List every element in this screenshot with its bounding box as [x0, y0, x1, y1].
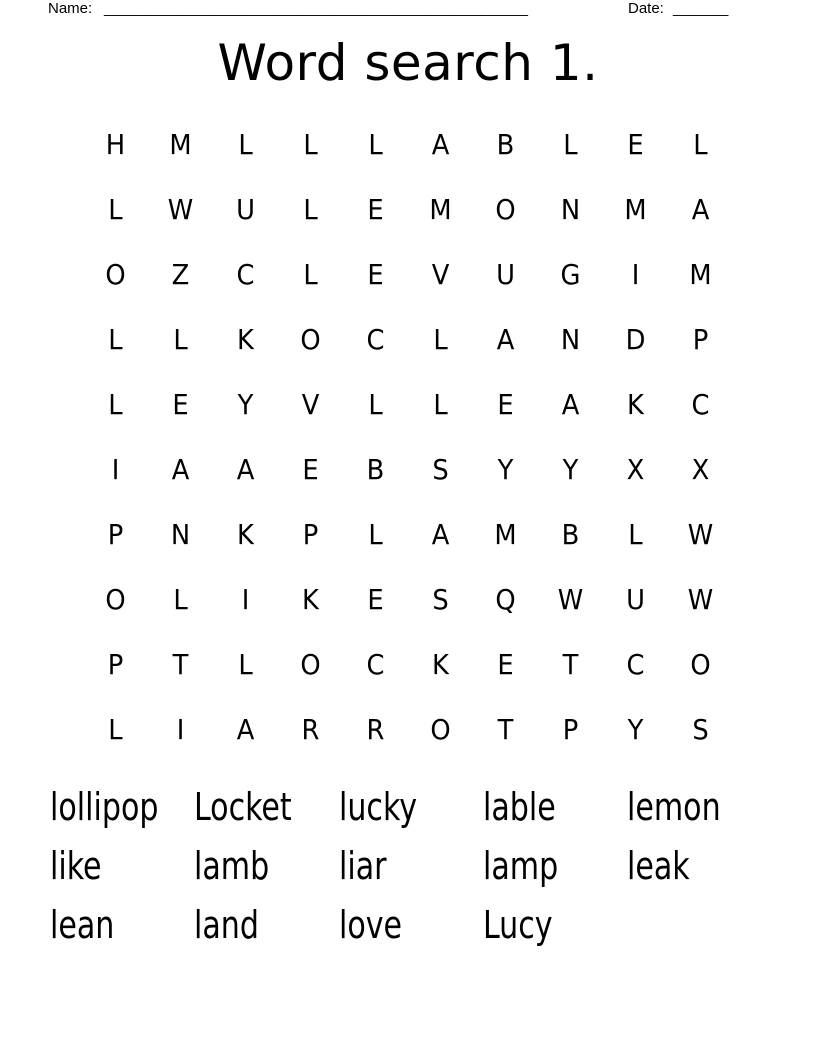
word-list [50, 778, 770, 955]
grid-letter: U [236, 193, 255, 226]
grid-letter: P [562, 713, 579, 746]
grid-letter: L [238, 648, 253, 681]
word-list-item: land [194, 903, 259, 947]
grid-letter: E [367, 258, 384, 291]
letter-grid [83, 112, 733, 762]
grid-letter: E [367, 193, 384, 226]
word-list-item: Lucy [483, 903, 553, 947]
grid-letter: U [496, 258, 515, 291]
grid-letter: G [560, 258, 581, 291]
grid-letter: C [691, 388, 710, 421]
word-list-item: lamb [194, 844, 270, 888]
grid-letter: S [432, 583, 449, 616]
word-list-item: lean [50, 903, 115, 947]
grid-letter: O [105, 258, 126, 291]
name-date-header [48, 0, 748, 20]
grid-letter: M [689, 258, 712, 291]
grid-letter: L [433, 323, 448, 356]
word-list-item: leak [627, 844, 690, 888]
grid-letter: A [561, 388, 580, 421]
grid-letter: E [367, 583, 384, 616]
grid-letter: O [105, 583, 126, 616]
grid-letter: L [433, 388, 448, 421]
grid-letter: C [366, 323, 385, 356]
grid-letter: P [107, 648, 124, 681]
grid-letter: M [494, 518, 517, 551]
grid-letter: L [238, 128, 253, 161]
grid-letter: O [495, 193, 516, 226]
grid-letter: T [497, 713, 514, 746]
grid-letter: A [431, 518, 450, 551]
grid-letter: W [167, 193, 194, 226]
grid-letter: L [693, 128, 708, 161]
grid-letter: O [690, 648, 711, 681]
word-list-item: lable [483, 785, 556, 829]
grid-letter: E [302, 453, 319, 486]
grid-letter: Y [237, 388, 254, 421]
grid-letter: Y [497, 453, 514, 486]
grid-letter: A [171, 453, 190, 486]
word-list-item: lucky [339, 785, 418, 829]
grid-letter: O [300, 323, 321, 356]
grid-letter: K [237, 323, 254, 356]
name-blank-line: ______________________________________________________ [104, 0, 528, 17]
grid-letter: D [625, 323, 646, 356]
grid-letter: P [302, 518, 319, 551]
grid-letter: V [431, 258, 450, 291]
grid-letter: L [368, 518, 383, 551]
grid-letter: L [303, 193, 318, 226]
grid-letter: E [627, 128, 644, 161]
word-list-item: liar [339, 844, 387, 888]
grid-letter: L [563, 128, 578, 161]
grid-letter: A [236, 453, 255, 486]
grid-letter: L [173, 323, 188, 356]
grid-letter: U [626, 583, 645, 616]
grid-letter: C [626, 648, 645, 681]
grid-letter: B [366, 453, 385, 486]
grid-letter: Y [562, 453, 579, 486]
grid-letter: M [429, 193, 452, 226]
grid-letter: B [496, 128, 515, 161]
grid-letter: E [497, 648, 514, 681]
grid-letter: A [236, 713, 255, 746]
page-title: Word search 1. [217, 34, 599, 92]
grid-letter: A [431, 128, 450, 161]
grid-letter: V [301, 388, 320, 421]
grid-letter: L [108, 323, 123, 356]
date-label: Date: [628, 0, 664, 17]
grid-letter: E [497, 388, 514, 421]
grid-letter: S [432, 453, 449, 486]
grid-letter: R [301, 713, 320, 746]
grid-letter: X [691, 453, 710, 486]
word-list-item: lemon [627, 785, 721, 829]
grid-letter: Y [627, 713, 644, 746]
grid-letter: O [300, 648, 321, 681]
grid-letter: L [108, 388, 123, 421]
grid-letter: L [108, 713, 123, 746]
word-list-item: love [339, 903, 403, 947]
grid-letter: L [173, 583, 188, 616]
grid-letter: L [303, 258, 318, 291]
grid-letter: P [107, 518, 124, 551]
grid-letter: T [172, 648, 189, 681]
grid-letter: A [691, 193, 710, 226]
grid-letter: L [628, 518, 643, 551]
grid-letter: I [111, 453, 120, 486]
grid-letter: R [366, 713, 385, 746]
grid-letter: Z [171, 258, 190, 291]
grid-letter: L [108, 193, 123, 226]
grid-letter: M [624, 193, 647, 226]
grid-letter: I [176, 713, 185, 746]
grid-letter: I [631, 258, 640, 291]
grid-letter: S [692, 713, 709, 746]
name-label: Name: [48, 0, 93, 17]
grid-letter: W [557, 583, 584, 616]
grid-letter: H [105, 128, 126, 161]
grid-letter: E [172, 388, 189, 421]
grid-letter: K [237, 518, 254, 551]
grid-letter: K [302, 583, 319, 616]
word-list-item: like [50, 844, 102, 888]
date-blank-line: _______ [673, 0, 728, 17]
grid-letter: Q [495, 583, 516, 616]
grid-letter: B [561, 518, 580, 551]
grid-letter: O [430, 713, 451, 746]
grid-letter: P [692, 323, 709, 356]
grid-letter: L [303, 128, 318, 161]
word-list-item: Locket [194, 785, 292, 829]
grid-letter: A [496, 323, 515, 356]
grid-letter: C [236, 258, 255, 291]
grid-letter: I [241, 583, 250, 616]
grid-letter: K [432, 648, 449, 681]
grid-letter: M [169, 128, 192, 161]
grid-letter: X [626, 453, 645, 486]
word-list-item: lollipop [50, 785, 159, 829]
grid-letter: T [562, 648, 579, 681]
grid-letter: C [366, 648, 385, 681]
word-list-item: lamp [483, 844, 559, 888]
grid-letter: N [560, 323, 581, 356]
grid-letter: L [368, 388, 383, 421]
grid-letter: N [170, 518, 191, 551]
grid-letter: W [687, 518, 714, 551]
grid-letter: N [560, 193, 581, 226]
grid-letter: K [627, 388, 644, 421]
grid-letter: W [687, 583, 714, 616]
grid-letter: L [368, 128, 383, 161]
